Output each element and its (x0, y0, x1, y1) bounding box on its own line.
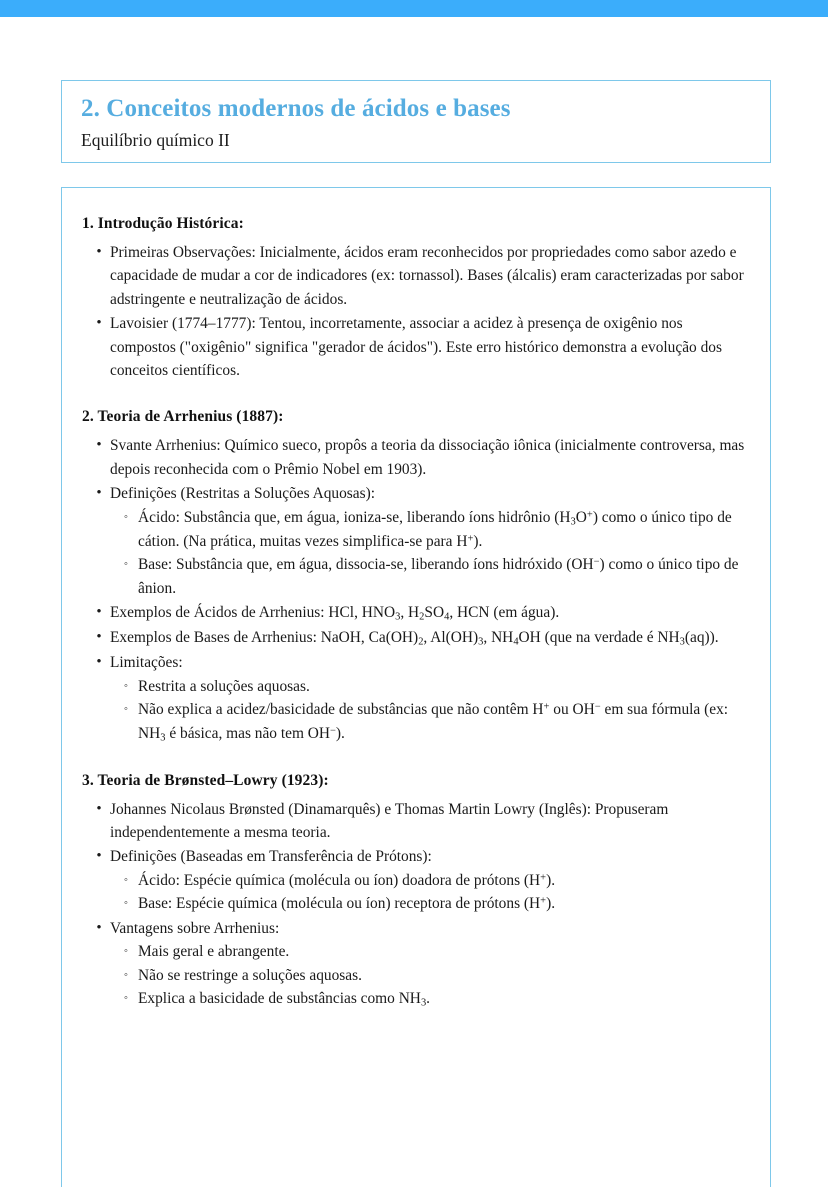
section-2-sublist-limitations (110, 675, 746, 746)
list-item (82, 482, 746, 600)
list-item-text: Não explica a acidez/basicidade de substâncias que não contêm H+ ou OH− em sua fórmula (ex: $NH_3$ é básica, mas não tem OH−). (138, 701, 729, 743)
bullet-circle-icon: ◦ (124, 968, 128, 981)
bullet-disc-icon: • (96, 437, 102, 454)
bullet-disc-icon: • (96, 315, 102, 332)
section-heading-1: 1. Introdução Histórica: (82, 215, 244, 232)
list-item-text: Base: Substância que, em água, dissocia-se, liberando íons hidróxido (OH−) como o único tipo de ânion. (138, 556, 739, 597)
list-item (110, 987, 746, 1011)
list-item-text: Johannes Nicolaus Brønsted (Dinamarquês) e Thomas Martin Lowry (Inglês): Propuseram independentemente a mesma teoria. (110, 800, 669, 842)
bullet-disc-icon: • (96, 919, 102, 936)
list-item (82, 312, 746, 382)
section-1-list (82, 241, 746, 382)
list-item (110, 892, 746, 915)
list-item-text: Exemplos de Ácidos de Arrhenius: HCl, $HNO_3$, $H_2SO_4$, HCN (em água). (110, 603, 560, 623)
list-item (110, 869, 746, 892)
list-item-text: Definições (Baseadas em Transferência de Prótons): (110, 848, 432, 866)
list-item-text: Lavoisier (1774–1777): Tentou, incorretamente, associar a acidez à presença de oxigênio nos compostos ("oxigênio" significa "gerador de ácidos"). Este erro histórico demonstra a evolução dos conceitos científicos. (110, 315, 722, 379)
list-item (82, 845, 746, 915)
bullet-disc-icon: • (96, 603, 102, 620)
list-item (110, 964, 746, 987)
top-accent-bar (0, 0, 828, 17)
bullet-circle-icon: ◦ (124, 679, 128, 692)
list-item (110, 506, 746, 554)
list-item-text: Vantagens sobre Arrhenius: (110, 919, 280, 937)
bullet-disc-icon: • (96, 243, 102, 260)
list-item-text: Definições (Restritas a Soluções Aquosas): (110, 485, 376, 503)
page-subtitle: Equilíbrio químico II (81, 129, 230, 150)
list-item-text: Primeiras Observações: Inicialmente, ácidos eram reconhecidos por propriedades como sabor azedo e capacidade de mudar a cor de indicadores (ex: tornassol). Bases (álcalis) eram caracterizadas por sabor adstringente e neutralização de ácidos. (110, 243, 744, 308)
section-3-sublist-advantages (110, 940, 746, 1011)
list-item (82, 241, 746, 311)
page-title: 2. Conceitos modernos de ácidos e bases (81, 95, 511, 122)
list-item (82, 626, 746, 650)
section-2-sublist-definitions (110, 506, 746, 600)
bullet-circle-icon: ◦ (124, 991, 128, 1004)
section-2-list (82, 434, 746, 745)
list-item-text: Svante Arrhenius: Químico sueco, propôs a teoria da dissociação iônica (inicialmente controversa, mas depois reconhecida com o Prêmio Nobel em 1903). (110, 437, 745, 478)
list-item-text: Base: Espécie química (molécula ou íon) receptora de prótons (H+). (138, 895, 556, 913)
list-item (110, 675, 746, 698)
list-item-text: Restrita a soluções aquosas. (138, 677, 310, 695)
section-heading-2: 2. Teoria de Arrhenius (1887): (82, 408, 284, 426)
list-item-text: Limitações: (110, 654, 183, 672)
bullet-circle-icon: ◦ (124, 945, 128, 958)
list-item (82, 601, 746, 625)
list-item-text: Exemplos de Bases de Arrhenius: NaOH, $Ca(OH)_2$, $Al(OH)_3$, $NH_4OH$ (que na verdade é $NH_3(aq)$). (110, 629, 719, 648)
bullet-disc-icon: • (96, 848, 102, 865)
bullet-disc-icon: • (96, 800, 102, 817)
bullet-circle-icon: ◦ (124, 703, 128, 716)
list-item-text: Ácido: Espécie química (molécula ou íon) doadora de prótons (H+). (138, 871, 556, 889)
list-item (110, 940, 746, 963)
list-item-text: Explica a basicidade de substâncias como $NH_3$. (138, 989, 431, 1009)
bullet-disc-icon: • (96, 654, 102, 671)
list-item (110, 698, 746, 746)
list-item-text: Mais geral e abrangente. (138, 943, 290, 961)
list-item-text: Não se restringe a soluções aquosas. (138, 966, 362, 984)
bullet-circle-icon: ◦ (124, 558, 128, 571)
list-item (82, 434, 746, 481)
title-card (61, 80, 771, 163)
section-3-sublist-definitions (110, 869, 746, 916)
list-item-text: Ácido: Substância que, em água, ioniza-se, liberando íons hidrônio $(H_3O^+)$ como o único tipo de cátion. (Na prática, muitas vezes simplifica-se para H+). (138, 508, 732, 550)
list-item (82, 651, 746, 745)
bullet-circle-icon: ◦ (124, 510, 128, 523)
bullet-circle-icon: ◦ (124, 897, 128, 910)
bullet-disc-icon: • (96, 485, 102, 502)
section-heading-3: 3. Teoria de Brønsted–Lowry (1923): (82, 771, 329, 789)
list-item (82, 798, 746, 845)
list-item (82, 917, 746, 1011)
bullet-circle-icon: ◦ (124, 873, 128, 886)
bullet-disc-icon: • (96, 629, 102, 646)
list-item (110, 553, 746, 600)
section-3-list (82, 798, 746, 1011)
document-page (0, 17, 828, 1171)
content-card (61, 187, 771, 1187)
